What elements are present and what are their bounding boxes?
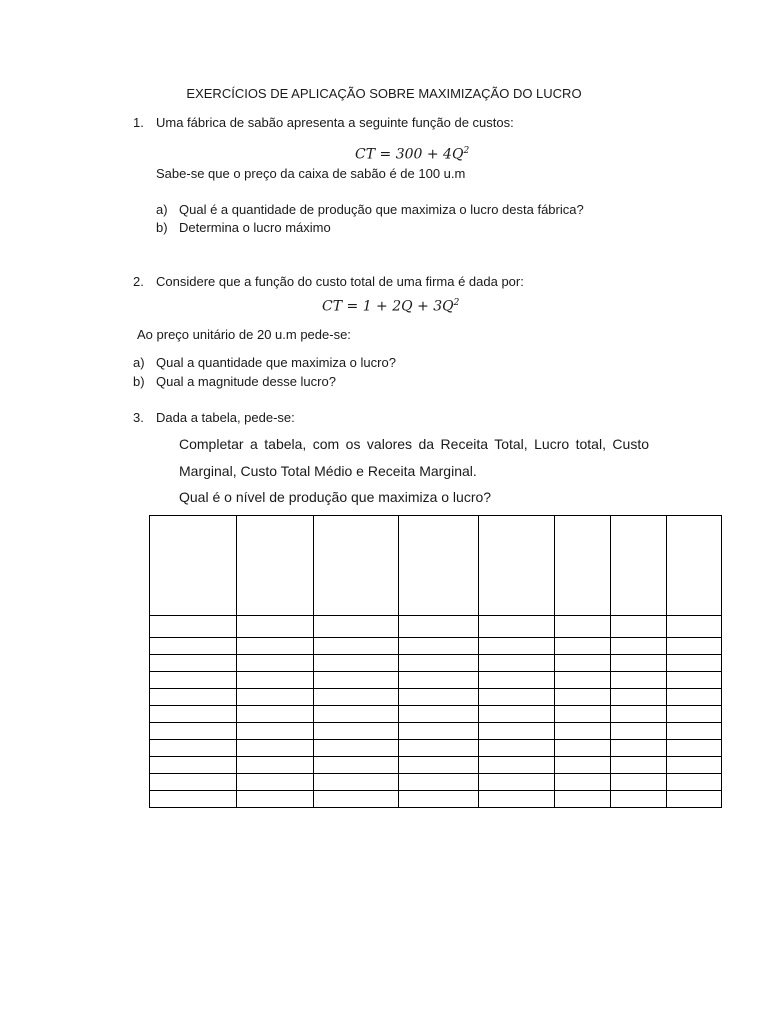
table-cell (399, 655, 479, 672)
table-cell (150, 689, 237, 706)
table-cell (611, 791, 667, 808)
table-cell (667, 757, 722, 774)
exercise-table (149, 515, 722, 808)
table-row (150, 740, 722, 757)
table-row (150, 774, 722, 791)
table-cell (399, 723, 479, 740)
table-cell (237, 689, 314, 706)
table-cell (399, 689, 479, 706)
table-cell (237, 638, 314, 655)
table-row (150, 638, 722, 655)
table-cell (667, 791, 722, 808)
question-1-item-a-text: Qual é a quantidade de produção que maximiza o lucro desta fábrica? (179, 202, 584, 217)
table-cell (150, 616, 237, 638)
table-cell (479, 655, 555, 672)
table-cell (314, 655, 399, 672)
table-cell (479, 638, 555, 655)
question-3-text: Dada a tabela, pede-se: (156, 410, 295, 425)
formula-rhs: = 1 + 2Q + 3Q (346, 298, 454, 315)
table-cell (555, 723, 611, 740)
table-cell (479, 740, 555, 757)
table-cell (479, 774, 555, 791)
question-3-number: 3. (133, 410, 144, 425)
table-cell (667, 655, 722, 672)
table-cell (237, 706, 314, 723)
table-cell (399, 616, 479, 638)
table-row (150, 791, 722, 808)
table-cell (611, 723, 667, 740)
table-row (150, 655, 722, 672)
table-cell (399, 672, 479, 689)
table-cell (237, 723, 314, 740)
table-header-cell (667, 516, 722, 616)
table-cell (667, 638, 722, 655)
table-cell (314, 689, 399, 706)
table-cell (611, 638, 667, 655)
formula-exponent: 2 (463, 146, 470, 156)
table-cell (399, 706, 479, 723)
table-cell (667, 672, 722, 689)
question-1-text: Uma fábrica de sabão apresenta a seguinte função de custos: (156, 115, 514, 130)
table-cell (555, 689, 611, 706)
table-cell (150, 791, 237, 808)
table-cell (555, 616, 611, 638)
table-cell (237, 616, 314, 638)
table-row (150, 689, 722, 706)
table-row (150, 757, 722, 774)
table-row (150, 706, 722, 723)
table-cell (237, 774, 314, 791)
table-header-cell (237, 516, 314, 616)
table-cell (150, 655, 237, 672)
table-cell (611, 757, 667, 774)
table-cell (555, 638, 611, 655)
table-cell (555, 672, 611, 689)
table-cell (555, 655, 611, 672)
table-cell (479, 689, 555, 706)
formula-lhs: CT (322, 298, 343, 315)
formula-exponent: 2 (453, 298, 460, 308)
question-3-instruction-line-2: Marginal, Custo Total Médio e Receita Marginal. (179, 463, 477, 479)
document-title: EXERCÍCIOS DE APLICAÇÃO SOBRE MAXIMIZAÇÃO DO LUCRO (186, 86, 582, 101)
table-cell (555, 740, 611, 757)
table-header-cell (399, 516, 479, 616)
table-header-cell (150, 516, 237, 616)
table-cell (150, 723, 237, 740)
table-header-cell (479, 516, 555, 616)
table-cell (237, 655, 314, 672)
table-cell (611, 616, 667, 638)
table-body (150, 516, 722, 808)
table-cell (314, 616, 399, 638)
question-2-number: 2. (133, 274, 144, 289)
formula-lhs: CT (355, 146, 376, 163)
table-cell (314, 740, 399, 757)
table-cell (611, 774, 667, 791)
table-cell (479, 706, 555, 723)
table-cell (314, 672, 399, 689)
table-cell (150, 672, 237, 689)
table-cell (314, 638, 399, 655)
table-cell (314, 706, 399, 723)
question-2-formula (322, 298, 459, 315)
table-cell (314, 757, 399, 774)
table-cell (314, 723, 399, 740)
table-cell (479, 723, 555, 740)
table-cell (611, 689, 667, 706)
question-3-question: Qual é o nível de produção que maximiza o lucro? (179, 489, 492, 505)
table-cell (667, 723, 722, 740)
table-row (150, 616, 722, 638)
table-cell (150, 638, 237, 655)
table-cell (479, 672, 555, 689)
table-cell (479, 757, 555, 774)
question-2-text: Considere que a função do custo total de uma firma é dada por: (156, 274, 524, 289)
table-cell (555, 706, 611, 723)
table-cell (667, 774, 722, 791)
table-cell (150, 740, 237, 757)
table-cell (399, 791, 479, 808)
question-2-item-a-text: Qual a quantidade que maximiza o lucro? (156, 355, 396, 370)
table-header-row (150, 516, 722, 616)
table-cell (150, 706, 237, 723)
question-1-item-b-label: b) (156, 220, 168, 235)
table-cell (314, 791, 399, 808)
table-cell (555, 774, 611, 791)
table-header-cell (611, 516, 667, 616)
question-1-number: 1. (133, 115, 144, 130)
table-cell (479, 791, 555, 808)
table-row (150, 723, 722, 740)
table-cell (150, 774, 237, 791)
table-cell (237, 740, 314, 757)
table-cell (555, 757, 611, 774)
question-2-item-b-label: b) (133, 374, 145, 389)
table-cell (314, 774, 399, 791)
table-cell (399, 740, 479, 757)
table-cell (479, 616, 555, 638)
question-1-formula (355, 146, 469, 163)
table-row (150, 672, 722, 689)
table-cell (611, 672, 667, 689)
question-1-note: Sabe-se que o preço da caixa de sabão é de 100 u.m (156, 166, 466, 181)
table-cell (611, 655, 667, 672)
table-cell (237, 672, 314, 689)
table-cell (667, 689, 722, 706)
table-cell (237, 791, 314, 808)
table-cell (399, 774, 479, 791)
table-cell (150, 757, 237, 774)
table-cell (611, 740, 667, 757)
table-cell (611, 706, 667, 723)
question-1-item-a-label: a) (156, 202, 168, 217)
formula-rhs: = 300 + 4Q (379, 146, 464, 163)
table-header-cell (314, 516, 399, 616)
question-1-item-b-text: Determina o lucro máximo (179, 220, 331, 235)
table-cell (667, 616, 722, 638)
table-cell (667, 740, 722, 757)
question-2-note: Ao preço unitário de 20 u.m pede-se: (137, 327, 351, 342)
question-3-instruction-line-1: Completar a tabela, com os valores da Receita Total, Lucro total, Custo (179, 436, 649, 452)
table-cell (399, 638, 479, 655)
question-2-item-b-text: Qual a magnitude desse lucro? (156, 374, 336, 389)
table-cell (399, 757, 479, 774)
table-cell (667, 706, 722, 723)
table-header-cell (555, 516, 611, 616)
table-cell (237, 757, 314, 774)
table-cell (555, 791, 611, 808)
question-2-item-a-label: a) (133, 355, 145, 370)
